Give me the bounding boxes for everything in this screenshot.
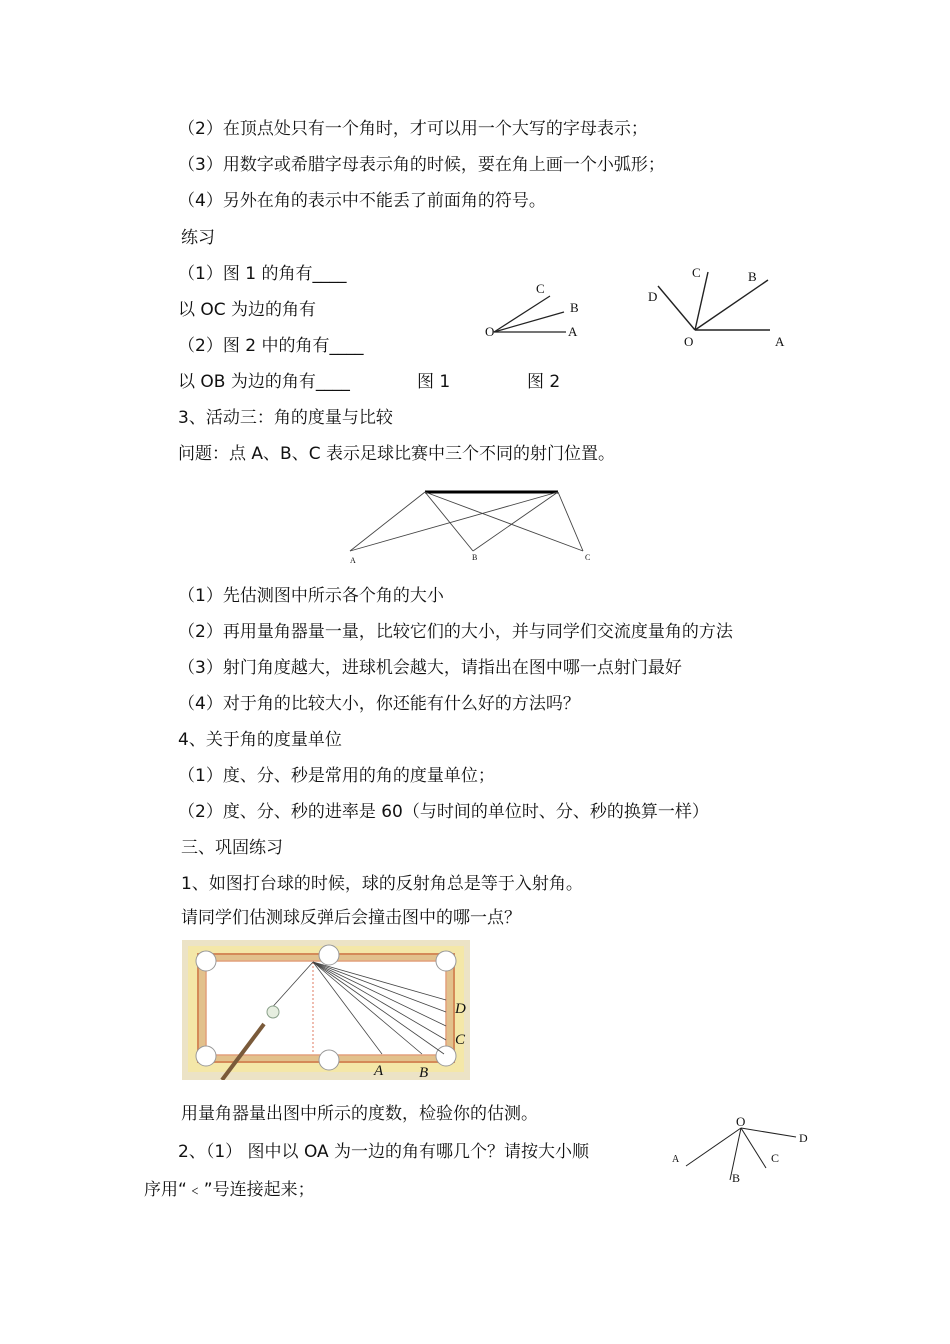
ray-oc [695,272,708,330]
label-a: A [775,334,785,349]
label-a: A [350,556,356,565]
ray-oa [686,1128,741,1166]
ray-oc [494,296,550,332]
text-line: （3）用数字或希腊字母表示角的时候，要在角上画一个小弧形； [178,155,665,175]
text-line: 请同学们估测球反弹后会撞击图中的哪一点？ [181,908,521,928]
ray-ob [695,280,768,330]
text-line: （2）再用量角器量一量，比较它们的大小，并与同学们交流度量角的方法 [178,622,733,642]
text-line: 用量角器量出图中所示的度数，检验你的估测。 [181,1104,538,1124]
ray-od [658,286,695,330]
goal-diagram [340,485,610,567]
label-a: A [568,324,578,339]
text-line: （1）图 1 的角有____ [178,264,347,284]
label-a: A [672,1154,680,1165]
figure-2-caption: 图 2 [527,372,561,392]
label-c: C [692,265,701,280]
ray-ob [494,312,564,332]
label-d: D [799,1131,808,1145]
text-line: （2）在顶点处只有一个角时，才可以用一个大写的字母表示； [178,119,648,139]
text-line: （4）对于角的比较大小，你还能有什么好的方法吗？ [178,694,580,714]
ray-oc [741,1128,766,1168]
label-o: O [485,324,495,339]
label-d: D [455,1001,466,1017]
text-line: （3）射门角度越大，进球机会越大，请指出在图中哪一点射门最好 [178,658,682,678]
text-line: 以 OB 为边的角有____ [178,372,350,392]
billiard-table-image [182,940,470,1080]
section-heading: 三、巩固练习 [181,838,283,858]
section-heading: 4、关于角的度量单位 [178,730,342,750]
label-b: B [732,1171,741,1185]
text-line: （2）度、分、秒的进率是 60（与时间的单位时、分、秒的换算一样） [178,802,709,822]
label-c: C [455,1032,466,1048]
label-c: C [536,281,545,296]
label-b: B [419,1065,429,1080]
label-c: C [771,1151,780,1165]
label-b: B [748,269,757,284]
label-o: O [736,1114,746,1129]
section-heading: 练习 [181,228,215,248]
label-o: O [684,334,694,349]
label-b: B [570,300,579,315]
label-c: C [585,553,591,562]
figure-1 [480,278,590,344]
figure-3 [668,1110,818,1190]
text-line: （1）先估测图中所示各个角的大小 [178,586,444,606]
figure-2 [640,262,800,354]
text-line: 问题：点 A、B、C 表示足球比赛中三个不同的射门位置。 [178,444,615,464]
figure-1-caption: 图 1 [417,372,451,392]
text-line: 1、如图打台球的时候，球的反射角总是等于入射角。 [181,874,583,894]
label-d: D [648,289,658,304]
section-heading: 3、活动三：角的度量与比较 [178,408,393,428]
label-a: A [374,1063,384,1079]
text-line: （1）度、分、秒是常用的角的度量单位； [178,766,495,786]
ray-od [741,1128,796,1137]
label-b: B [472,553,478,562]
text-line: 以 OC 为边的角有 [178,300,317,320]
text-line: （4）另外在角的表示中不能丢了前面角的符号。 [178,191,546,211]
text-line: 2、（1） 图中以 OA 为一边的角有哪几个？请按大小顺 [178,1142,590,1162]
text-line: 序用“﹤”号连接起来； [144,1180,315,1200]
text-line: （2）图 2 中的角有____ [178,336,364,356]
